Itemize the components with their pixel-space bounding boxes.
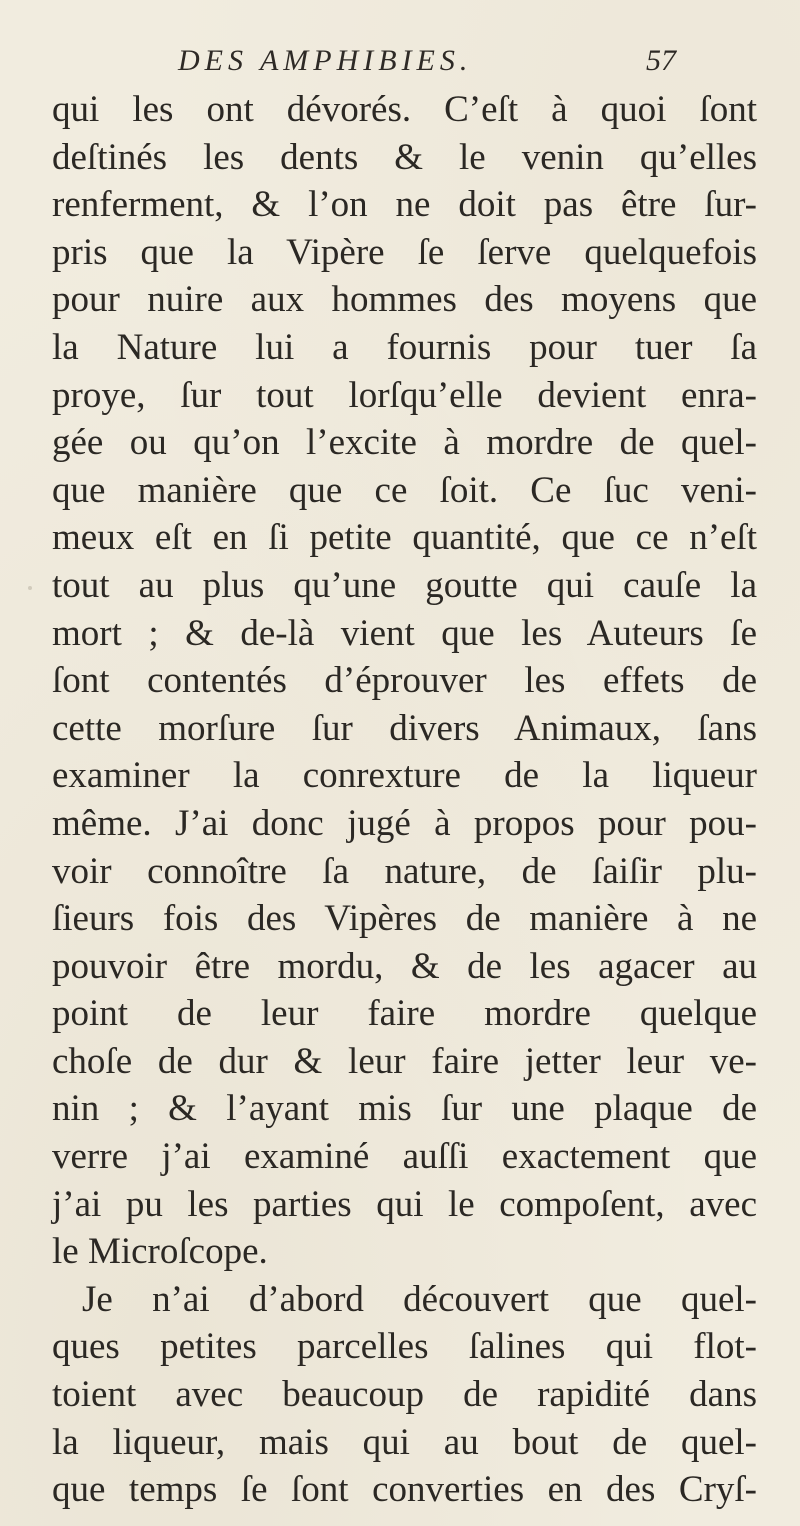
text-line: la Nature lui a fournis pour tuer ſa bbox=[52, 326, 757, 368]
text-line: verre j’ai examiné auſſi exactement que bbox=[52, 1136, 757, 1178]
text-line: même. J’ai donc jugé à propos pour pou- bbox=[52, 802, 757, 844]
body-text bbox=[52, 86, 757, 1514]
text-line: que temps ſe ſont converties en des Cryſ- bbox=[52, 1469, 757, 1511]
text-line: ſieurs fois des Vipères de manière à ne bbox=[52, 898, 757, 940]
text-line: qui les ont dévorés. C’eſt à quoi ſont bbox=[52, 89, 757, 130]
text-line: choſe de dur & leur faire jetter leur ve- bbox=[52, 1040, 757, 1082]
paragraph-end-line: le Microſcope. bbox=[52, 1231, 268, 1273]
text-line: deſtinés les dents & le venin qu’elles bbox=[52, 136, 757, 178]
text-line: renferment, & l’on ne doit pas être ſur- bbox=[52, 184, 757, 226]
paragraph-start-line: Je n’ai d’abord découvert que quel- bbox=[82, 1278, 757, 1320]
text-line: pouvoir être mordu, & de les agacer au bbox=[52, 945, 757, 987]
text-line: toient avec beaucoup de rapidité dans bbox=[52, 1374, 757, 1416]
text-line: point de leur faire mordre quelque bbox=[52, 993, 757, 1035]
text-line: examiner la conrexture de la liqueur bbox=[52, 755, 757, 797]
text-line: nin ; & l’ayant mis ſur une plaque de bbox=[52, 1088, 757, 1130]
text-line: pour nuire aux hommes des moyens que bbox=[52, 279, 757, 321]
text-line: pris que la Vipère ſe ſerve quelquefois bbox=[52, 231, 757, 273]
text-line: la liqueur, mais qui au bout de quel- bbox=[52, 1421, 757, 1463]
text-line: voir connoître ſa nature, de ſaiſir plu- bbox=[52, 850, 757, 892]
text-line: j’ai pu les parties qui le compoſent, avec bbox=[52, 1183, 757, 1225]
text-line: ſont contentés d’éprouver les effets de bbox=[52, 660, 757, 702]
text-line: ques petites parcelles ſalines qui flot- bbox=[52, 1326, 757, 1368]
text-line: meux eſt en ſi petite quantité, que ce n’eſt bbox=[52, 517, 757, 559]
running-title: DES AMPHIBIES. bbox=[178, 44, 473, 77]
text-line: cette morſure ſur divers Animaux, ſans bbox=[52, 707, 757, 749]
text-line: mort ; & de-là vient que les Auteurs ſe bbox=[52, 612, 757, 654]
paper-speck bbox=[28, 586, 32, 590]
text-line: que manière que ce ſoit. Ce ſuc veni- bbox=[52, 469, 757, 511]
page-number: 57 bbox=[646, 44, 676, 77]
text-line: proye, ſur tout lorſqu’elle devient enra- bbox=[52, 374, 757, 416]
running-head bbox=[178, 44, 738, 84]
text-line: gée ou qu’on l’excite à mordre de quel- bbox=[52, 422, 757, 464]
text-line: tout au plus qu’une goutte qui cauſe la bbox=[52, 564, 757, 606]
